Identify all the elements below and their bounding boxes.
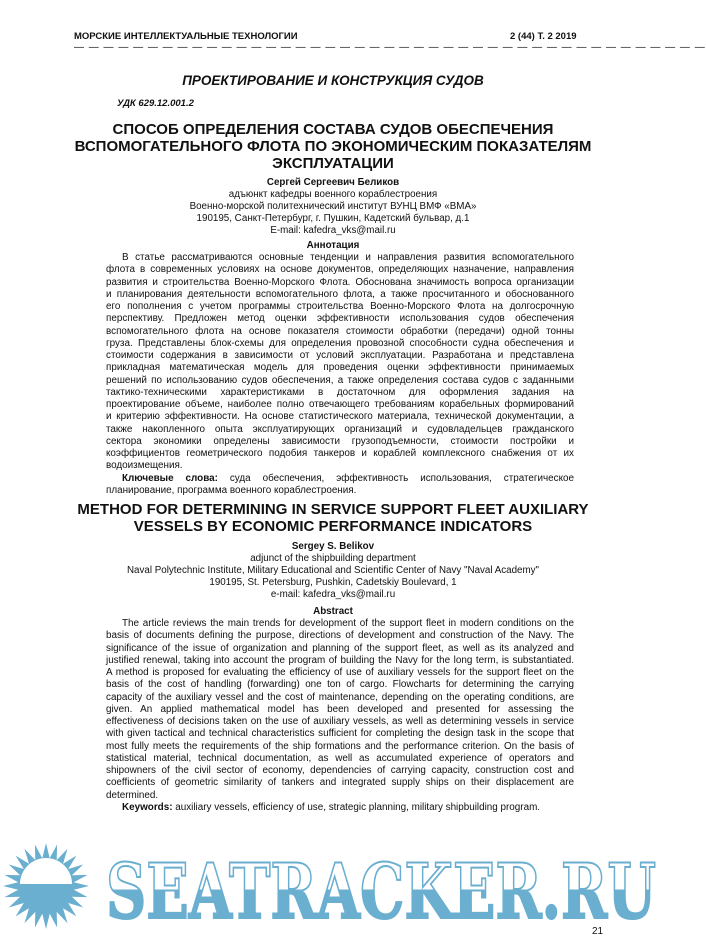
sun-icon: [3, 843, 89, 929]
abstract-line: with given tactical and technical characteristics sufficient for completing the design task in the scope that: [106, 728, 574, 740]
title-line: СПОСОБ ОПРЕДЕЛЕНИЯ СОСТАВА СУДОВ ОБЕСПЕЧЕНИЯ: [112, 121, 554, 138]
en-title: [60, 501, 606, 535]
journal-name: МОРСКИЕ ИНТЕЛЛЕКТУАЛЬНЫЕ ТЕХНОЛОГИИ: [74, 31, 298, 42]
affiliation-line: адъюнкт кафедры военного кораблестроения: [228, 189, 438, 201]
abstract-line: coefficients of geometric similarity of tankers and integrated supply ships on their displacement are: [106, 777, 574, 789]
abstract-line: и критерию эффективности. На основе статистического материала, технической документации, а: [106, 411, 574, 423]
abstract-line: развития и строительства Военно-Морского Флота. Обоснована значимость вопроса организации: [106, 276, 574, 288]
abstract-line: statistical material, technical documentation, as well as accumulated experience of operators and: [106, 752, 574, 764]
abstract-line: shipowners of the civil sector of economy, dependencies of carrying capacity, construction cost and: [106, 765, 574, 776]
abstract-line: basis of documents defining the purpose, directions of development and construction of the Navy. The: [106, 630, 574, 642]
page-number: 21: [592, 926, 604, 937]
watermark-text: SEATRACKER.RU: [106, 847, 656, 936]
abstract-line: решений по использованию судов обеспечения, а также определения состава судов с заданными: [106, 374, 574, 386]
abstract-line: сектора экономики определены зависимости грузоподъемности, стоимости постройки и: [106, 435, 574, 447]
author-name: Sergey S. Belikov: [291, 541, 375, 552]
affiliation-line: Naval Polytechnic Institute, Military Educational and Scientific Center of Navy "Naval Academy": [126, 565, 540, 577]
abstract-line: A method is proposed for evaluating the efficiency of use of auxiliary vessels for the support fleet on the: [106, 667, 574, 678]
abstract-line: вспомогательного флота на основе показателя стоимости обработки (передачи) одной тонны: [106, 325, 574, 337]
keywords-line: [106, 802, 574, 814]
udk-code: УДК 629.12.001.2: [117, 98, 194, 109]
en-author-block: [60, 541, 606, 601]
email: e-mail: kafedra_vks@mail.ru: [270, 589, 396, 601]
ru-abstract: [106, 252, 574, 497]
abstract-line: коэффициентов геометрического подобия танкеров и кораблей комплексного снабжения от их: [106, 448, 574, 459]
abstract-line: проектирование объеме, наиболее полно отвечающего требованиям корабельных формирований: [106, 399, 574, 410]
ru-title: [60, 121, 606, 172]
abstract-line: justified renewal, taking into account the program of building the Navy for the long term, is substantiated.: [106, 654, 574, 666]
abstract-line: basis of the cost of handling (forwarding) one ton of cargo. Flowcharts for determining the carrying: [106, 679, 574, 691]
keywords-text: auxiliary vessels, efficiency of use, strategic planning, military shipbuilding program.: [172, 801, 541, 813]
abstract-line: его пополнения с учетом программы строительства Военно-Морского Флота на долгосрочную: [106, 301, 574, 312]
keywords-line: [106, 473, 574, 485]
section-title: ПРОЕКТИРОВАНИЕ И КОНСТРУКЦИЯ СУДОВ: [182, 73, 484, 88]
affiliation-line: Военно-морской политехнический институт ВУНЦ ВМФ «ВМА»: [189, 201, 477, 213]
issue-info: 2 (44) Т. 2 2019: [510, 31, 577, 42]
keywords-line: [106, 485, 574, 497]
abstract-line: determined.: [106, 789, 159, 801]
author-name: Сергей Сергеевич Беликов: [266, 177, 400, 188]
abstract-line: тактико-техническими характеристиками в достаточном для оформления задания на: [106, 386, 574, 398]
abstract-line: effectiveness of decisions taken on the use of auxiliary vessels, as well as determining vessels in service: [106, 716, 574, 727]
keywords-text: суда обеспечения, эффективность использования, стратегическое: [217, 472, 574, 484]
email: E-mail: kafedra_vks@mail.ru: [270, 225, 396, 237]
abstract-line: most fully meets the requirements of the ship formations and the performance criterion. On the basis of: [106, 740, 574, 752]
ru-author-block: [60, 177, 606, 237]
keywords-text: планирование, программа военного кораблестроения.: [106, 484, 357, 496]
abstract-line: и планирования деятельности вспомогательного флота, а также просчитанного и обоснованного: [106, 288, 574, 300]
title-line: ЭКСПЛУАТАЦИИ: [272, 155, 394, 172]
abstract-line: перспективу. Предложен метод оценки эффективности использования судов обеспечения: [106, 313, 574, 325]
title-line: METHOD FOR DETERMINING IN SERVICE SUPPORT FLEET AUXILIARY: [77, 501, 589, 518]
abstract-line: также накопленного опыта эксплуатирующих организаций и судовладельцев гражданского: [106, 423, 574, 435]
abstract-line: прикладная математическая модель для проведения оценки эффективности принимаемых: [106, 362, 574, 374]
affiliation-line: 190195, St. Petersburg, Pushkin, Cadetskiy Boulevard, 1: [209, 577, 457, 589]
abstract-line: груза. Представлены блок-схемы для определения провозной способности судна обеспечения и: [106, 337, 574, 349]
abstract-line: флота в современных условиях на основе документов, определяющих назначение, направления: [106, 264, 574, 276]
abstract-line: The article reviews the main trends for development of the support fleet in modern conditions on the: [122, 618, 574, 629]
title-line: ВСПОМОГАТЕЛЬНОГО ФЛОТА ПО ЭКОНОМИЧЕСКИМ ПОКАЗАТЕЛЯМ: [74, 138, 592, 155]
abstract-line: стоимости содержания в зависимости от условий эксплуатации. Разработана и представлена: [106, 350, 574, 361]
en-abstract: [106, 618, 574, 814]
affiliation-line: 190195, Санкт-Петербург, г. Пушкин, Кадетский бульвар, д.1: [196, 213, 470, 225]
abstract-line: capacity of the auxiliary vessel and the cost of maintenance, depending on the operating conditions, are: [106, 691, 574, 703]
keywords-label: Keywords:: [122, 801, 173, 813]
abstract-line: given. An applied mathematical model has been developed and presented for assessing the: [106, 703, 574, 715]
header-divider: — — — — — — — — — — — — — — — — — — — — — — — — — — — — — — — — — — — — — — — — — — —: [74, 42, 706, 53]
title-line: VESSELS BY ECONOMIC PERFORMANCE INDICATORS: [133, 518, 533, 535]
affiliation-line: adjunct of the shipbuilding department: [250, 553, 416, 565]
abstract-line: В статье рассматриваются основные тенденции и направления развития вспомогательного: [122, 252, 574, 263]
abstract-line: водоизмещения.: [106, 460, 183, 472]
en-abstract-heading: Abstract: [313, 606, 353, 617]
ru-abstract-heading: Аннотация: [306, 240, 360, 251]
abstract-line: significance of the issue of organization and planning of the support fleet, as well as its analyzed and: [106, 642, 574, 654]
keywords-label: Ключевые слова:: [122, 472, 218, 484]
